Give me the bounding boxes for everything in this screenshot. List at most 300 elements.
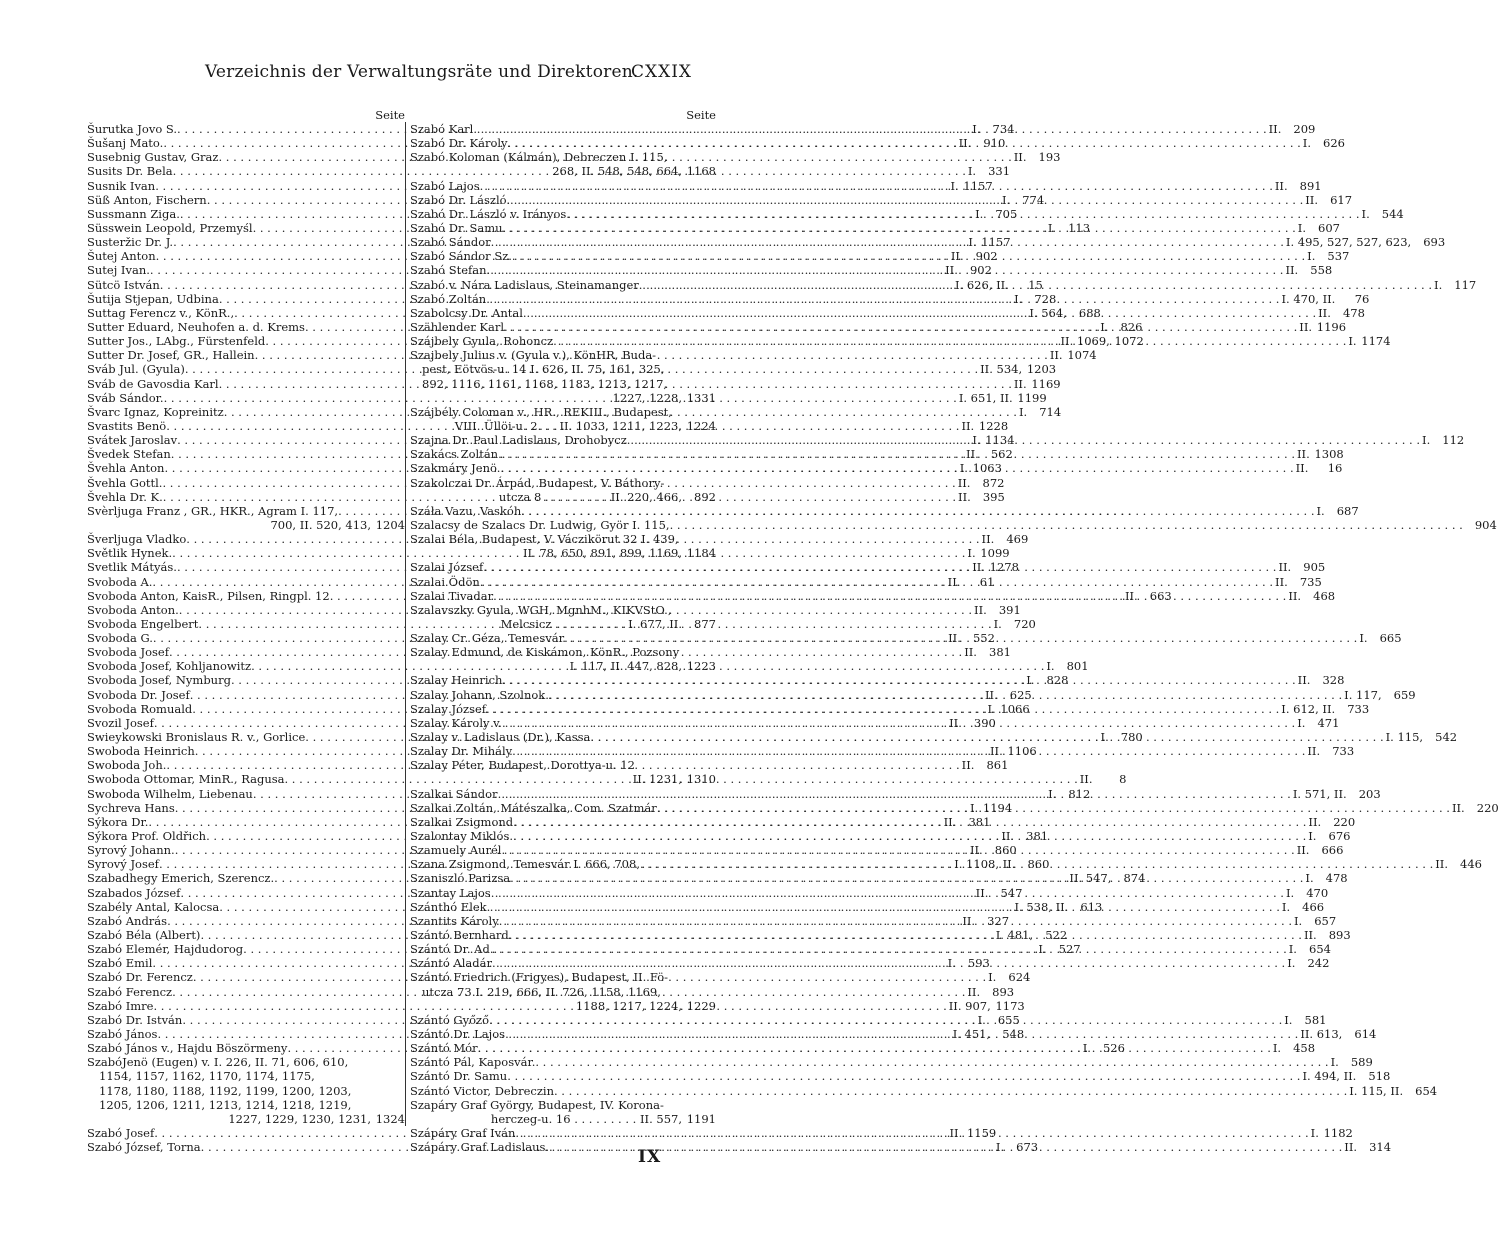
page-ref: 625 — [1009, 687, 1032, 702]
entry-name: Svastits Benö — [87, 418, 167, 433]
leader-dots — [549, 1140, 1342, 1154]
index-entry — [410, 1069, 1391, 1084]
volume-ref: II. — [1303, 928, 1317, 943]
entry-refs: 1227, 1228, — [612, 390, 682, 405]
signature-mark: IX — [638, 1147, 662, 1167]
entry-last-line — [87, 518, 405, 532]
entry-name: Sváb Jul. (Gyula) — [87, 362, 185, 377]
page-ref: 562 — [990, 447, 1013, 462]
page-ref: 209 — [1293, 122, 1316, 136]
entry-line — [410, 517, 1497, 532]
index-entry — [410, 150, 716, 178]
entry-name: Szabó Dr. Ferencz — [87, 970, 193, 985]
page-ref: 203 — [1358, 786, 1381, 801]
volume-ref: I. — [1018, 404, 1028, 419]
leader-dots — [502, 447, 1295, 461]
page-header — [0, 58, 800, 88]
entry-name: Šutija Stjepan, Udbina — [87, 291, 219, 306]
volume-ref: I. — [988, 970, 997, 985]
volume-ref: I. 612, II. — [1281, 701, 1336, 716]
entry-name: Szana Zsigmond, Temesvár I. 666, 708, — [410, 857, 640, 872]
entry-name: Szalay Cr. Géza, Temesvár — [410, 631, 565, 646]
entry-text: SzabóJenö (Eugen) v. I. 226, II. 71, 606, 610, — [87, 1055, 349, 1070]
volume-ref: II. — [981, 532, 995, 547]
volume-ref: II. — [943, 814, 957, 829]
entry-name: Světlik Hynek. — [87, 546, 173, 561]
volume-ref: II. — [1013, 150, 1027, 165]
volume-ref: II. — [1288, 588, 1302, 603]
volume-ref: II. — [1296, 843, 1310, 858]
entry-refs: 1227, 1229, 1230, 1231, — [228, 1111, 371, 1126]
volume-ref: II. — [1268, 122, 1282, 136]
index-entry — [410, 1083, 1438, 1098]
leader-dots — [480, 575, 1273, 589]
entry-name: Szántó Aladár — [410, 956, 492, 971]
leader-dots — [590, 730, 1383, 744]
entry-name: Szalacsy de Szalacs Dr. Ludwig, Györ I. 115, — [410, 517, 670, 532]
volume-ref: I. — [1288, 942, 1297, 957]
page-ref: 558 — [1310, 263, 1333, 278]
page-ref: 904 — [1474, 517, 1497, 532]
volume-ref: I. — [1048, 786, 1057, 801]
volume-ref: I. 494, II. — [1302, 1069, 1357, 1084]
entry-name: Sváb de Gavosdia Karl — [87, 376, 219, 391]
volume-ref: II. 907, — [948, 998, 991, 1013]
page-ref: 527 — [1058, 942, 1081, 957]
entry-name: Szabó Ferencz — [87, 984, 173, 999]
leader-dots — [657, 801, 1450, 815]
entry-last-line — [410, 164, 716, 178]
entry-name: Szabadhegy Emerich, Szerencz. — [87, 871, 275, 886]
index-entry — [410, 603, 716, 631]
volume-ref: II. — [949, 1125, 963, 1140]
leader-dots — [500, 461, 1293, 475]
entry-name: Szalkai Sándor — [410, 786, 498, 801]
entry-name: Susnik Ivan — [87, 178, 156, 193]
volume-ref: II. — [957, 475, 971, 490]
volume-ref: II. — [1001, 829, 1015, 844]
page-ref: 607 — [1318, 220, 1340, 235]
volume-ref: I. — [1359, 631, 1368, 646]
entry-name: Swoboda Ottomar, MinR., Ragusa — [87, 772, 285, 787]
page-ref: 720 — [1013, 616, 1036, 631]
page-ref: 446 — [1460, 857, 1482, 872]
page-ref: 1159 — [966, 1125, 997, 1140]
page-ref: 537 — [1327, 249, 1350, 264]
volume-ref: II. — [958, 136, 972, 151]
volume-ref: II. — [972, 560, 985, 575]
entry-refs: VIII. Üllöi-u. 2. . . II. 1033, 1211, 1223, — [454, 418, 682, 433]
entry-refs: herczeg-u. 16 . . . . . . . . . II. 557, — [490, 1111, 682, 1126]
entry-refs: 268, II. 548, 548, 664, — [552, 164, 682, 179]
page-ref: 61 — [979, 574, 995, 589]
page-ref: 1099 — [980, 546, 1010, 561]
leader-dots — [486, 292, 1279, 306]
volume-ref: II. — [1278, 560, 1292, 575]
seite-label-left: Seite — [375, 108, 405, 122]
volume-ref: II. 1069, — [1060, 334, 1110, 349]
leader-dots — [483, 560, 1276, 574]
entry-last-line — [87, 1112, 405, 1126]
leader-dots — [491, 886, 1284, 900]
entry-name: Szalay József — [410, 701, 487, 716]
page-ref: 1168 — [686, 164, 716, 179]
page-ref: 478 — [1325, 871, 1348, 886]
page-ref: 76 — [1354, 291, 1370, 306]
entry-name: Szabó Dr. István — [87, 1012, 183, 1027]
index-entry — [410, 645, 716, 673]
entry-name: Swoboda Wilhelm, Liebenau — [87, 786, 253, 801]
page-ref: 874 — [1123, 871, 1146, 886]
entry-name: Szabó Sándor Sz. — [410, 249, 512, 264]
entry-name: Szalontay Miklós. — [410, 829, 514, 844]
entry-last-line — [410, 999, 716, 1013]
page-ref: 542 — [1435, 730, 1458, 745]
volume-ref: I. — [1281, 899, 1291, 914]
entry-name: Szántó Victor, Debreczin — [410, 1083, 554, 1098]
page-ref: 518 — [1368, 1069, 1391, 1084]
volume-ref: II. — [1308, 814, 1322, 829]
page-ref: 466 — [1302, 899, 1325, 914]
volume-ref: I. — [1316, 503, 1325, 518]
page-ref: 666 — [1321, 843, 1344, 858]
volume-ref: II. — [948, 631, 961, 646]
index-entry — [410, 517, 1497, 532]
entry-name: Szántó Pál, Kaposvár. — [410, 1055, 536, 1070]
entry-name: Sutter Jos., LAbg., Fürstenfeld — [87, 334, 266, 349]
page-ref: 552 — [972, 631, 995, 646]
entry-name: Svoboda G. — [87, 631, 153, 646]
volume-ref: I. 626, II. — [955, 277, 1009, 292]
leader-dots — [521, 504, 1314, 518]
leader-dots — [549, 688, 1342, 702]
page-ref: 1228 — [978, 418, 1009, 433]
volume-ref: I. 115, II. — [1349, 1083, 1404, 1098]
entry-name: Szabó János — [87, 1027, 158, 1041]
leader-dots — [554, 1084, 1347, 1098]
volume-ref: I. — [1308, 829, 1317, 844]
entry-refs: utcza 8 . . . . . . . . . II. 220, 466, — [498, 489, 682, 504]
leader-dots — [515, 1126, 1308, 1140]
page-ref: 877 — [694, 616, 716, 631]
entry-name: Szabó Dr. Samu — [410, 220, 503, 235]
column-divider — [405, 122, 406, 1126]
entry-continuation: utcza 73 I. 219, 666, II. 726, 1158, 1169, — [422, 984, 661, 999]
volume-ref: I. — [1287, 956, 1296, 971]
page-ref: 657 — [1314, 913, 1337, 928]
volume-ref: I. — [1434, 277, 1443, 292]
entry-name: Szakács Zoltán. — [410, 447, 502, 462]
entry-last-line — [410, 1112, 716, 1126]
page-ref: 1066 — [1000, 701, 1030, 716]
volume-ref: I. — [947, 956, 956, 971]
entry-name: Szabó János v., Hajdu Böszörmeny — [87, 1041, 288, 1056]
entry-text: Szántó Friedrich (Frigyes), Budapest, II. Fö- — [410, 970, 669, 985]
page-ref: 391 — [998, 602, 1021, 617]
entry-name: Szabó Zoltán — [410, 291, 487, 306]
page-ref: 395 — [982, 489, 1005, 504]
entry-name: Swieykowski Bronislaus R. v., Gorlice — [87, 730, 306, 745]
entry-name: Svoboda Anton, KaisR., Pilsen, Ringpl. 12 — [87, 588, 330, 603]
page-ref: 1199 — [1017, 390, 1047, 405]
page-ref: 624 — [1008, 970, 1031, 985]
entry-line — [87, 504, 405, 518]
page-ref: 828 — [1046, 673, 1069, 688]
volume-ref: I. — [950, 178, 959, 193]
volume-ref: II. — [950, 249, 964, 264]
entry-refs: II. 1231, — [632, 772, 682, 787]
entry-refs: I. 117, II. 447, 828, — [569, 659, 682, 674]
page-ref: 688 — [1078, 305, 1101, 320]
volume-ref: I. — [972, 122, 981, 136]
entry-last-line — [410, 419, 716, 433]
page-ref: 654 — [1309, 942, 1331, 957]
leader-dots — [502, 673, 1295, 687]
volume-ref: II. — [962, 913, 976, 928]
entry-name: Szalay v. Ladislaus (Dr.), Kassa — [410, 730, 591, 745]
page-ref: 242 — [1307, 956, 1330, 971]
leader-dots — [487, 900, 1280, 914]
entry-name: Sychreva Hans — [87, 800, 175, 815]
volume-ref: I. — [1001, 192, 1011, 207]
page-ref: 892 — [694, 489, 716, 504]
page-ref: 220 — [1333, 814, 1356, 829]
volume-ref: I. 1108, II. — [954, 857, 1016, 872]
entry-name: Švarc Ignaz, Kopreinitz — [87, 404, 224, 419]
entry-name: Szápáry Graf Iván — [410, 1125, 516, 1140]
page-ref: 314 — [1369, 1140, 1392, 1155]
entry-name: Szabó v. Nára Ladislaus, Steinamanger — [410, 277, 639, 292]
entry-name: Svoboda Josef, Nymburg — [87, 673, 231, 688]
entry-name: Svoboda Romuald — [87, 701, 193, 716]
index-entry — [410, 476, 716, 504]
entry-name: Szabó Béla (Albert) — [87, 928, 201, 943]
entry-name: Sütcö István — [87, 277, 160, 292]
index-entry — [87, 504, 405, 532]
page-ref: 1229 — [686, 998, 716, 1013]
entry-last-line — [410, 546, 716, 560]
page-ref: 1224 — [686, 418, 716, 433]
page-ref: 1157 — [981, 235, 1011, 250]
entry-text: Szabó Koloman (Kálmán), Debreczen I. 115, — [410, 150, 668, 165]
entry-name: Švehla Anton — [87, 461, 165, 476]
entry-name: Szalkai Zoltán, Mátészalka, Com. Szatmár — [410, 800, 657, 815]
volume-ref: I. — [959, 461, 968, 476]
entry-last-line — [410, 617, 716, 631]
page-ref: 547 — [1000, 885, 1023, 900]
volume-ref: II. — [947, 574, 961, 589]
volume-ref: I. — [969, 800, 979, 815]
page-ref: 1204 — [375, 517, 405, 532]
page-ref: 381 — [1026, 829, 1049, 844]
entry-refs: 700, II. 520, 413, — [270, 517, 371, 532]
volume-ref: I. 495, 527, 527, 623, — [1285, 235, 1412, 250]
volume-ref: I. — [975, 206, 984, 221]
entry-name: Swoboda Heinrich — [87, 744, 195, 759]
volume-ref: II. — [990, 744, 1003, 759]
volume-ref: I. — [1422, 433, 1431, 448]
volume-ref: I. — [1285, 885, 1295, 900]
leader-dots — [503, 221, 1296, 235]
entry-name: Suttag Ferencz v., KönR., — [87, 305, 235, 320]
volume-ref: II. — [974, 602, 987, 617]
volume-ref: I. — [995, 1140, 1005, 1155]
volume-ref: I. — [1302, 136, 1311, 151]
page-ref: 910 — [983, 136, 1006, 151]
volume-ref: I. — [1284, 1012, 1293, 1027]
volume-ref: I. — [967, 546, 976, 561]
entry-last-line — [410, 391, 716, 405]
entry-name: Šurutka Jovo S. — [87, 122, 178, 136]
entry-name: Szantay Lajos — [410, 885, 491, 900]
leader-dots — [491, 235, 1284, 249]
page-ref: 774 — [1022, 192, 1045, 207]
volume-ref: II. — [958, 489, 971, 504]
page-ref: 471 — [1317, 715, 1340, 730]
entry-name: Szápáry Graf Ladislaus. — [410, 1140, 550, 1155]
entry-text: Szapáry Graf György, Budapest, IV. Korona- — [410, 1097, 664, 1112]
page-ref: 113 — [1068, 220, 1091, 235]
entry-name: Szántó Dr. Lajos — [410, 1027, 506, 1041]
leader-dots — [502, 716, 1295, 730]
entry-text: Szajbely Julius v. (Gyula v.), KönHR, Buda- — [410, 348, 657, 363]
entry-name: Svoboda Engelbert — [87, 616, 199, 631]
page-ref: 1223 — [686, 659, 716, 674]
page-ref: 469 — [1006, 532, 1029, 547]
entry-continuation: 1154, 1157, 1162, 1170, 1174, 1175, — [99, 1069, 315, 1084]
leader-dots — [507, 1069, 1300, 1083]
entry-name: Szabó Josef — [87, 1125, 155, 1140]
volume-ref: I. — [1014, 291, 1023, 306]
entry-name: Szabó Karl — [410, 122, 474, 136]
volume-ref: II. — [1274, 178, 1288, 193]
entry-name: Šutej Anton — [87, 249, 156, 264]
page-ref: 1196 — [1316, 319, 1347, 334]
leader-dots — [509, 928, 1302, 942]
leader-dots — [473, 122, 1266, 136]
entry-last-line — [410, 490, 716, 504]
entry-name: Szamuely Aurél — [410, 843, 502, 858]
entry-name: Szabó Imre — [87, 998, 154, 1013]
entry-name: Syrový Josef — [87, 857, 159, 872]
leader-dots — [498, 787, 1291, 801]
page-ref: 522 — [1045, 928, 1068, 943]
entry-name: Sýkora Dr. — [87, 814, 149, 829]
volume-ref: I. 117, — [1344, 687, 1382, 702]
volume-ref: I. — [1348, 334, 1357, 349]
page-ref: 665 — [1379, 631, 1402, 646]
leader-dots — [480, 179, 1273, 193]
page-ref: 617 — [1330, 192, 1353, 207]
entry-continuation: pest, Eötvös-u. 14 I. 626, II. 75, 161, 325, — [422, 362, 665, 377]
leader-dots — [493, 589, 1286, 603]
page-ref: 331 — [988, 164, 1011, 179]
entry-name: Szántó Győző — [410, 1012, 489, 1027]
volume-ref: II. — [975, 885, 989, 900]
page-ref: 458 — [1293, 1041, 1316, 1056]
leader-dots — [523, 306, 1316, 320]
index-entry — [410, 1098, 716, 1126]
volume-ref: I. 571, II. — [1292, 786, 1347, 801]
page-ref: 1194 — [982, 800, 1013, 815]
entry-name: Szabó Dr. László v. Irányos — [410, 206, 567, 221]
volume-ref: I. — [1293, 913, 1303, 928]
page-ref: 581 — [1304, 1012, 1327, 1027]
page-ref: 589 — [1350, 1055, 1373, 1070]
page-ref: 593 — [967, 956, 990, 971]
page-ref: 1308 — [1314, 447, 1344, 462]
entry-name: Szabó András — [87, 913, 168, 928]
entry-name: Svoboda Josef, Kohljanowitz — [87, 659, 252, 674]
entry-name: Szalay Heinrich — [410, 673, 503, 688]
entry-name: Syrový Johann. — [87, 843, 175, 858]
page-ref: 15 — [1028, 277, 1043, 292]
entry-name: Szabély Antal, Kalocsa — [87, 899, 220, 914]
page-ref: 1134 — [985, 433, 1015, 448]
volume-ref: I. — [1310, 1125, 1319, 1140]
leader-dots — [564, 631, 1357, 645]
entry-name: Szalai Tivadar — [410, 588, 494, 603]
volume-ref: II. — [1295, 461, 1309, 476]
entry-name: Szalkai Zsigmond — [410, 814, 514, 829]
entry-line — [410, 503, 1359, 518]
page-ref: 1324 — [375, 1111, 405, 1126]
leader-dots — [489, 1013, 1282, 1027]
entry-line — [410, 1083, 1438, 1098]
volume-ref: II. — [949, 715, 962, 730]
page-ref: 655 — [997, 1012, 1020, 1027]
page-number-roman: CXXIX — [631, 62, 693, 82]
entry-name: Szabó Emil — [87, 956, 153, 971]
leader-dots — [512, 744, 1305, 758]
volume-ref: II. — [1305, 192, 1319, 207]
leader-dots — [510, 871, 1303, 885]
volume-ref: II. 547, — [1069, 871, 1112, 886]
page-ref: 1072 — [1114, 334, 1144, 349]
entry-refs: Melcsicz . . . . . . . . . . I. 677, II. — [500, 616, 682, 631]
volume-ref: I. — [1100, 319, 1109, 334]
volume-ref: I. — [1026, 673, 1035, 688]
seite-label-right: Seite — [686, 108, 716, 122]
page-ref: 733 — [1332, 744, 1355, 759]
page-ref: 733 — [1347, 701, 1370, 716]
entry-line — [410, 1055, 1373, 1070]
volume-ref: II. — [1275, 574, 1288, 589]
page-ref: 1174 — [1361, 334, 1391, 349]
page-ref: 673 — [1016, 1140, 1039, 1155]
entry-text: Szakolczai Dr. Árpád, Budapest, V. Báthory- — [410, 475, 665, 490]
page-ref: 1182 — [1323, 1125, 1353, 1140]
entry-name: Susteržic Dr. J. — [87, 235, 174, 250]
entry-name: Szabó Dr. Károly — [410, 136, 508, 151]
entry-name: Süß Anton, Fischern — [87, 192, 207, 207]
leader-dots — [492, 956, 1285, 970]
page-ref: 801 — [1066, 659, 1089, 674]
entry-name: Szabó Stefan. — [410, 263, 491, 278]
page-ref: 826 — [1120, 319, 1143, 334]
page-ref: 654 — [1415, 1083, 1438, 1098]
index-entry — [410, 348, 716, 405]
page-title: Verzeichnis der Verwaltungsräte und Direktoren. — [205, 62, 639, 82]
index-entry — [87, 1055, 405, 1126]
entry-name: Svoboda A. — [87, 574, 153, 589]
index-entry — [410, 405, 716, 433]
page-ref: 663 — [1149, 588, 1172, 603]
index-entry — [410, 758, 716, 786]
entry-name: Szántó Mór — [410, 1041, 478, 1056]
volume-ref: I. 115, — [1385, 730, 1424, 745]
page-ref: 470 — [1306, 885, 1329, 900]
